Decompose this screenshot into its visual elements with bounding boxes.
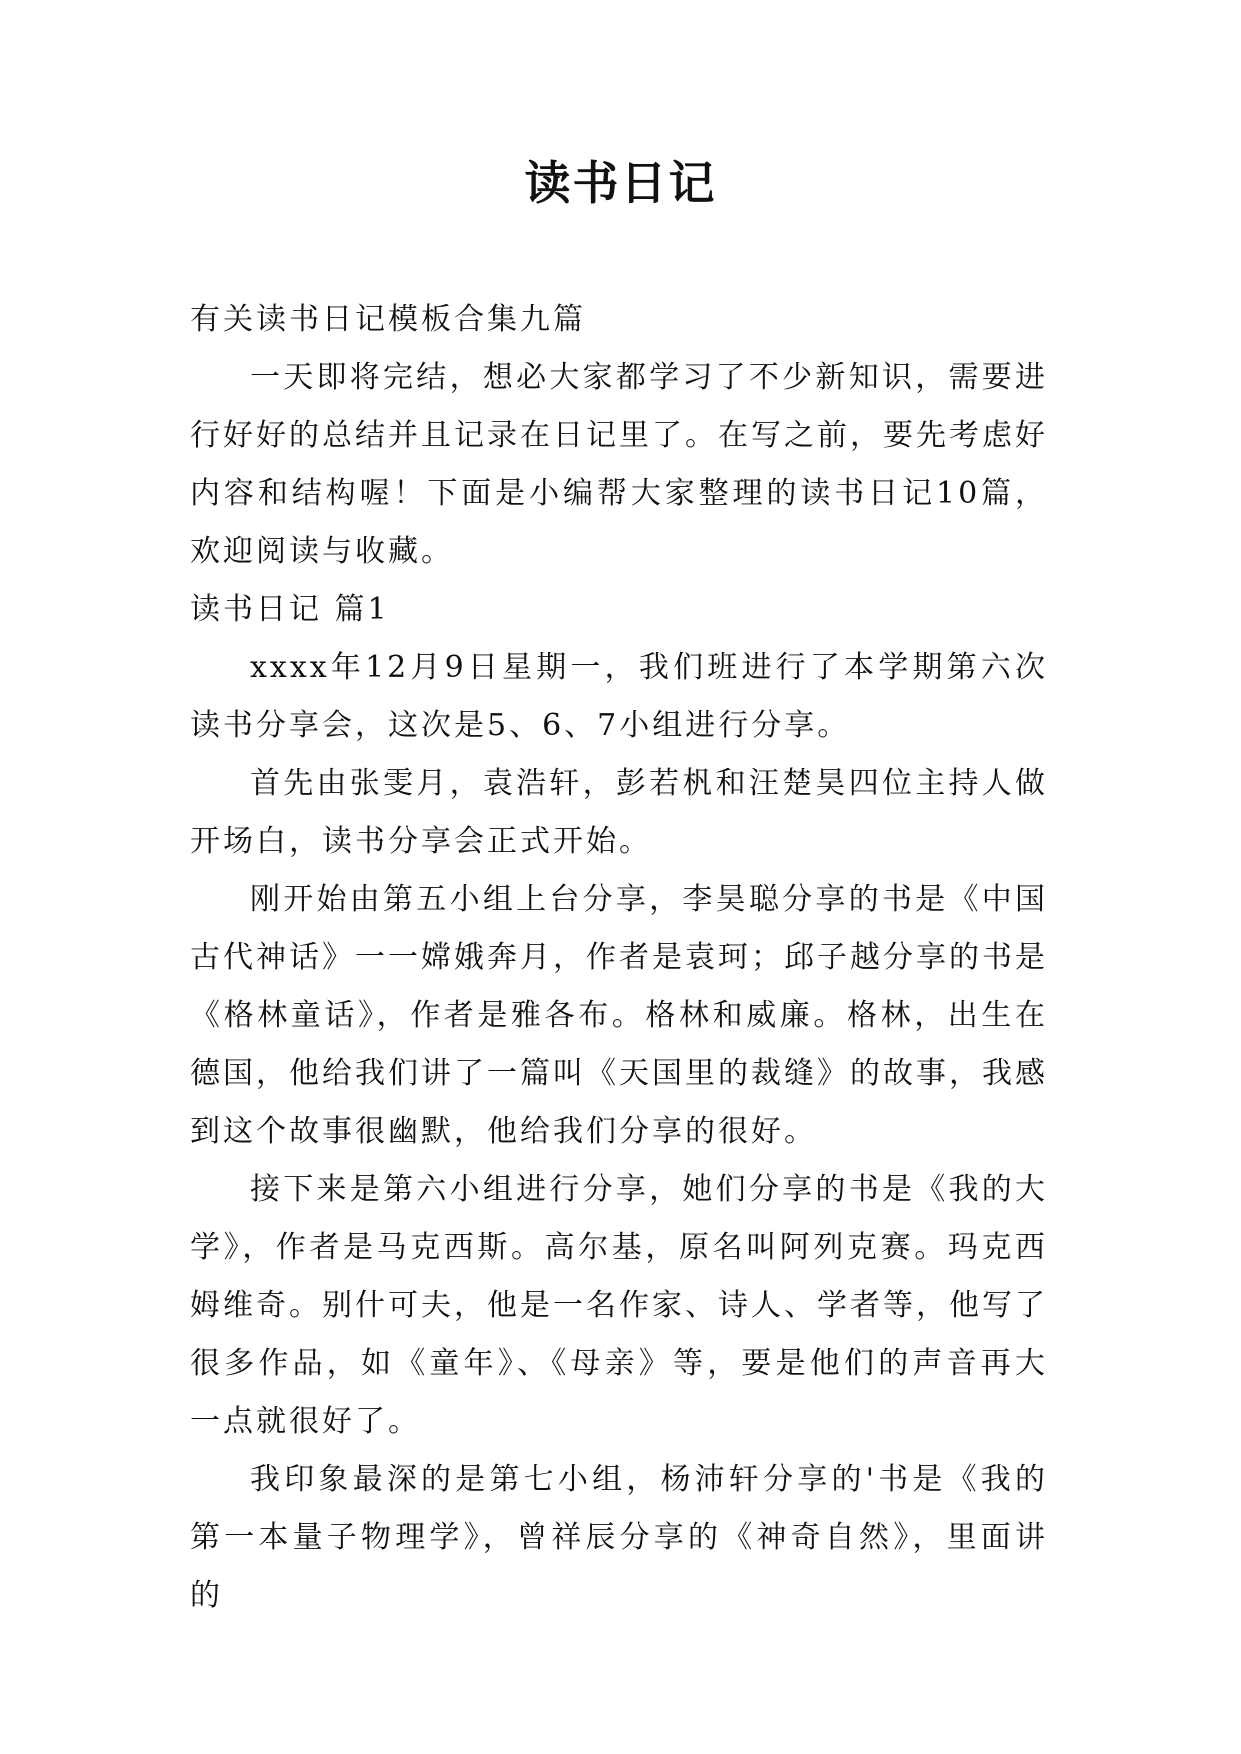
body-paragraph: xxxx年12月9日星期一，我们班进行了本学期第六次读书分享会，这次是5、6、7小组进行分享。 [190, 650, 1048, 743]
document-title: 读书日记 [524, 156, 717, 210]
intro-paragraph: 一天即将完结，想必大家都学习了不少新知识，需要进行好好的总结并且记录在日记里了。在写之前，要先考虑好内容和结构喔！下面是小编帮大家整理的读书日记10篇，欢迎阅读与收藏。 [190, 360, 1048, 569]
document-body [190, 291, 1048, 1625]
body-paragraph: 首先由张雯月，袁浩轩，彭若杋和汪楚昊四位主持人做开场白，读书分享会正式开始。 [190, 766, 1048, 859]
body-paragraph: 接下来是第六小组进行分享，她们分享的书是《我的大学》，作者是马克西斯。高尔基，原名叫阿列克赛。玛克西姆维奇。别什可夫，他是一名作家、诗人、学者等，他写了很多作品，如《童年》、《母亲》等，要是他们的声音再大一点就很好了。 [190, 1172, 1048, 1439]
subtitle-paragraph: 有关读书日记模板合集九篇 [190, 302, 586, 337]
section-heading: 读书日记 篇1 [190, 592, 390, 627]
body-paragraph: 刚开始由第五小组上台分享，李昊聪分享的书是《中国古代神话》一一嫦娥奔月，作者是袁珂；邱子越分享的书是《格林童话》，作者是雅各布。格林和威廉。格林，出生在德国，他给我们讲了一篇叫《天国里的裁缝》的故事，我感到这个故事很幽默，他给我们分享的很好。 [190, 882, 1048, 1149]
body-paragraph: 我印象最深的是第七小组，杨沛轩分享的'书是《我的第一本量子物理学》，曾祥辰分享的《神奇自然》，里面讲的 [190, 1462, 1048, 1613]
